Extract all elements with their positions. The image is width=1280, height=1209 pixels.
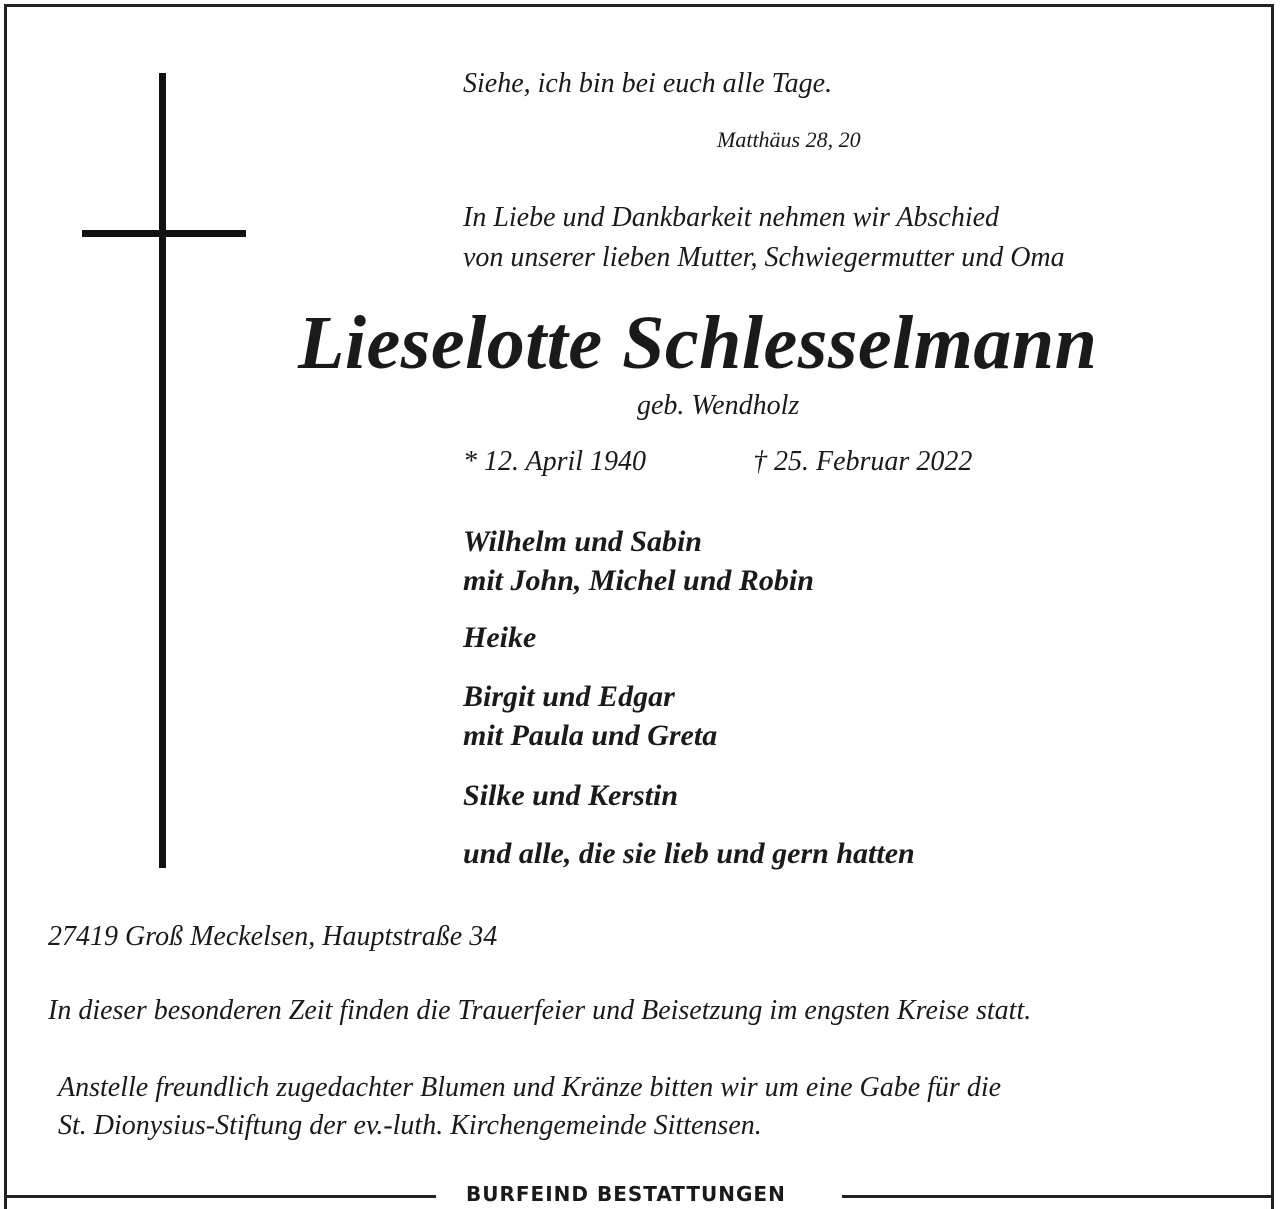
cross-horizontal-bar	[82, 230, 246, 237]
ceremony-notice: In dieser besonderen Zeit finden die Trauerfeier und Beisetzung im engsten Kreise statt.	[48, 995, 1032, 1026]
mourner-line: Silke und Kerstin	[463, 779, 679, 812]
donation-line-2: St. Dionysius-Stiftung der ev.-luth. Kirchengemeinde Sittensen.	[58, 1110, 762, 1141]
death-date: † 25. Februar 2022	[753, 446, 973, 477]
mourner-line: Wilhelm und Sabin	[463, 525, 702, 558]
mourner-group-2	[463, 618, 536, 657]
address: 27419 Groß Meckelsen, Hauptstraße 34	[48, 921, 498, 952]
donation-line-1: Anstelle freundlich zugedachter Blumen und Kränze bitten wir um eine Gabe für die	[58, 1072, 1002, 1103]
mourner-line: mit John, Michel und Robin	[463, 564, 814, 597]
donation-request	[58, 1069, 1001, 1145]
mourner-line: mit Paula und Greta	[463, 719, 718, 752]
funeral-home-name: BURFEIND BESTATTUNGEN	[466, 1182, 786, 1206]
mourner-line: Birgit und Edgar	[463, 680, 675, 713]
deceased-name: Lieselotte Schlesselmann	[298, 301, 1098, 385]
bottom-rule-left	[4, 1195, 436, 1198]
maiden-name: geb. Wendholz	[637, 390, 800, 421]
mourner-line: und alle, die sie lieb und gern hatten	[463, 837, 915, 870]
intro-text	[463, 198, 1065, 278]
notice-frame	[4, 4, 1274, 1209]
bottom-rule-right	[842, 1195, 1274, 1198]
birth-date: * 12. April 1940	[463, 446, 647, 477]
mourner-group-5	[463, 834, 915, 873]
mourner-group-4	[463, 776, 678, 815]
bible-reference: Matthäus 28, 20	[717, 127, 861, 152]
intro-line-1: In Liebe und Dankbarkeit nehmen wir Abschied	[463, 202, 1000, 233]
mourner-line: Heike	[463, 621, 537, 654]
bible-quote: Siehe, ich bin bei euch alle Tage.	[463, 68, 833, 99]
mourner-group-1	[463, 522, 814, 600]
mourner-group-3	[463, 677, 717, 755]
intro-line-2: von unserer lieben Mutter, Schwiegermutter und Oma	[463, 242, 1065, 273]
cross-vertical-bar	[159, 73, 166, 868]
